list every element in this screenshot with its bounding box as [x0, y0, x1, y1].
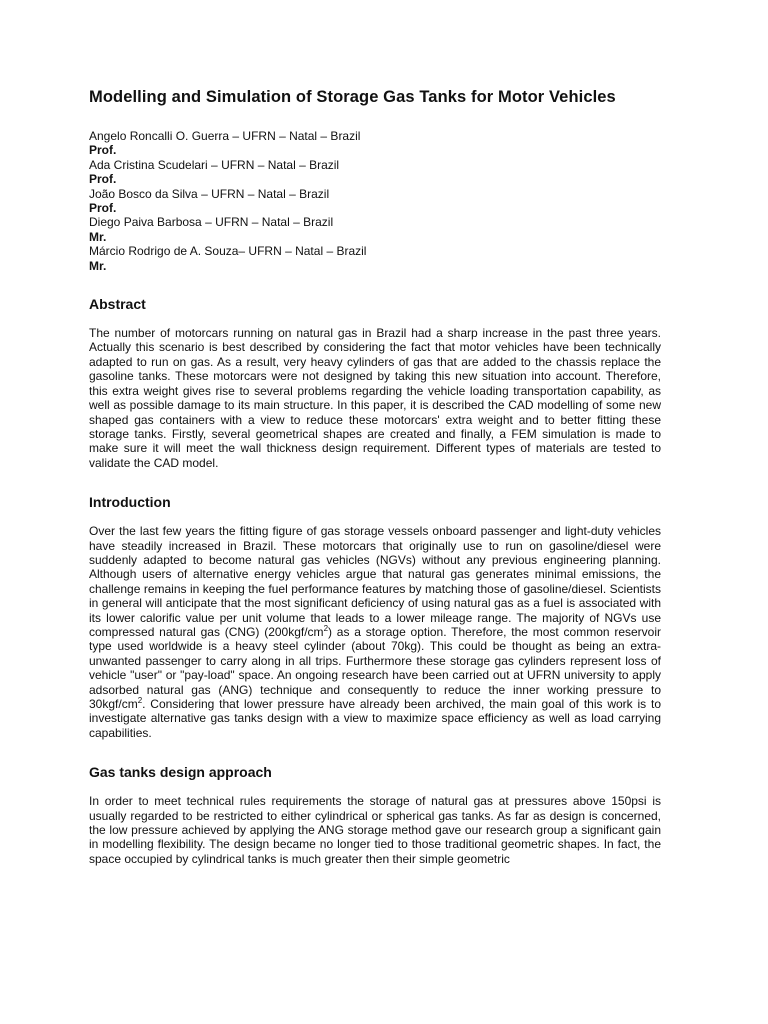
abstract-heading: Abstract — [89, 296, 146, 313]
gas-tanks-heading: Gas tanks design approach — [89, 764, 272, 781]
author-title: Prof. — [89, 201, 117, 216]
superscript: 2 — [323, 623, 329, 633]
author-title: Prof. — [89, 143, 117, 158]
superscript: 2 — [137, 696, 143, 705]
introduction-text-part-1: Over the last few years the fitting figure of gas storage vessels onboard passenger and light-duty vehicles have steadily increased in Brazil. These motorcars that originally use to run on gasoline/diesel were suddenly adapted to become natural gas vehicles (NGVs) without any previous engineering planning. Although users of alternative energy vehicles argue that natural gas generates minimal emissions, the challenge remains in keeping the fuel performance features by matching those of gasoline/diesel. Scientists in general will anticipate that the most significant deficiency of using natural gas as a fuel is associated with its lower calorific value per unit volume that leads to a lower mileage range. The majority of NGVs use compressed natural gas (CNG) (200kgf/cm — [89, 524, 661, 639]
document-page — [89, 88, 661, 866]
author-name: Diego Paiva Barbosa – UFRN – Natal – Brazil — [89, 215, 334, 230]
introduction-paragraph — [89, 524, 661, 740]
author-list — [89, 129, 661, 273]
gas-tanks-paragraph: In order to meet technical rules requirements the storage of natural gas at pressures above 150psi is usually regarded to be restricted to either cylindrical or spherical gas tanks. As far as design is concerned, the low pressure achieved by applying the ANG storage method gave our research group a significant gain in modelling flexibility. The design became no longer tied to those traditional geometric shapes. In fact, the space occupied by cylindrical tanks is much greater then their simple geometric — [89, 794, 661, 866]
author-name: Ada Cristina Scudelari – UFRN – Natal – Brazil — [89, 157, 340, 172]
introduction-text-part-2: ) as a storage option. Therefore, the most common reservoir type used worldwide is a heavy steel cylinder (about 70kg). This could be thought as being an extra-unwanted passenger to carry along in all trips. Furthermore these storage gas cylinders represent loss of vehicle "user" or "pay-load" space. An ongoing research have been carried out at UFRN university to apply adsorbed natural gas (ANG) technique and consequently to reduce the inner working pressure to 30kgf/cm — [89, 624, 662, 711]
author-title: Prof. — [89, 172, 117, 187]
author-title: Mr. — [89, 229, 107, 244]
introduction-text-part-3: . Considering that lower pressure have already been archived, the main goal of this work is to investigate alternative gas tanks design with a view to maximize space efficiency as well as load carrying capabilities. — [89, 697, 661, 740]
abstract-paragraph: The number of motorcars running on natural gas in Brazil had a sharp increase in the past three years. Actually this scenario is best described by considering the fact that motor vehicles have been technically adapted to run on gas. As a result, very heavy cylinders of gas that are added to the chassis replace the gasoline tanks. These motorcars were not designed by taking this new situation into account. Therefore, this extra weight gives rise to several problems regarding the vehicle loading transportation capability, as well as possible damage to its main structure. In this paper, it is described the CAD modelling of some new shaped gas containers with a view to reduce these motorcars' extra weight and to better fitting these storage tanks. Firstly, several geometrical shapes are created and finally, a FEM simulation is made to make sure it will meet the wall thickness design requirement. Different types of materials are tested to validate the CAD model. — [89, 326, 661, 470]
author-name: João Bosco da Silva – UFRN – Natal – Brazil — [89, 186, 330, 201]
paper-title: Modelling and Simulation of Storage Gas Tanks for Motor Vehicles — [89, 88, 616, 106]
author-title: Mr. — [89, 258, 107, 273]
author-name: Márcio Rodrigo de A. Souza– UFRN – Natal – Brazil — [89, 244, 367, 259]
introduction-heading: Introduction — [89, 494, 171, 511]
author-name: Angelo Roncalli O. Guerra – UFRN – Natal – Brazil — [89, 129, 361, 143]
